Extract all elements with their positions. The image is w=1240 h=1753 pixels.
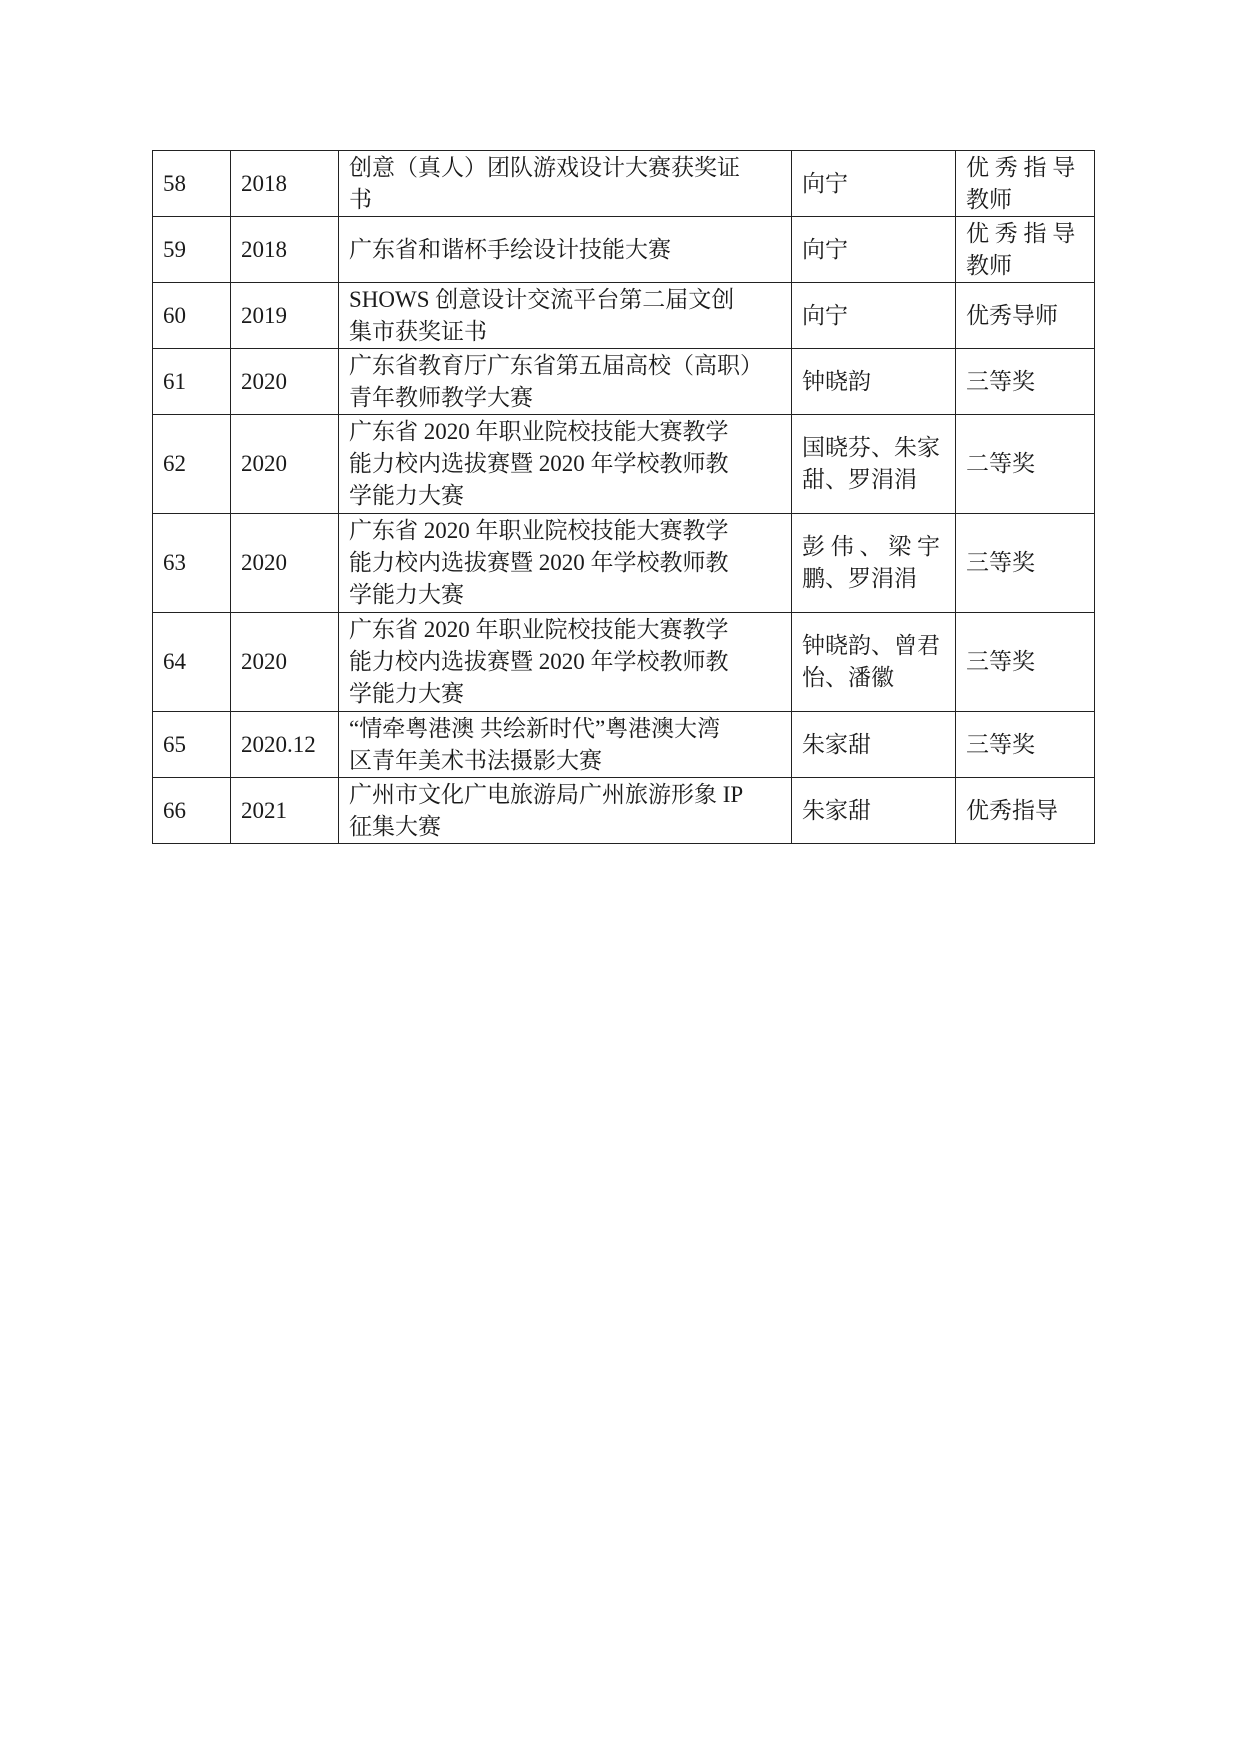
row-competition: 广东省 2020 年职业院校技能大赛教学 能力校内选拔赛暨 2020 年学校教师教 学能力大赛 [339,514,792,613]
row-number: 62 [153,415,231,514]
table-row [153,349,1095,415]
row-award: 优 秀 指 导 教师 [956,217,1095,283]
row-number: 61 [153,349,231,415]
row-award: 二等奖 [956,415,1095,514]
row-number: 64 [153,613,231,712]
table-row [153,778,1095,844]
table-row [153,514,1095,613]
row-person: 向宁 [792,217,956,283]
row-year: 2020.12 [231,712,339,778]
row-person: 钟晓韵 [792,349,956,415]
row-number: 66 [153,778,231,844]
table-row [153,613,1095,712]
row-person: 国晓芬、朱家 甜、罗涓涓 [792,415,956,514]
row-competition: 创意（真人）团队游戏设计大赛获奖证 书 [339,151,792,217]
row-award: 优秀指导 [956,778,1095,844]
table-row [153,217,1095,283]
row-competition: 广州市文化广电旅游局广州旅游形象 IP 征集大赛 [339,778,792,844]
awards-table [152,150,1095,844]
row-award: 三等奖 [956,613,1095,712]
row-competition: 广东省和谐杯手绘设计技能大赛 [339,217,792,283]
table-row [153,415,1095,514]
row-number: 59 [153,217,231,283]
row-person: 彭 伟 、 梁 宇 鹏、罗涓涓 [792,514,956,613]
row-person: 朱家甜 [792,712,956,778]
row-person: 钟晓韵、曾君 怡、潘徽 [792,613,956,712]
row-award: 优秀导师 [956,283,1095,349]
row-year: 2020 [231,613,339,712]
row-person: 向宁 [792,283,956,349]
row-year: 2019 [231,283,339,349]
row-number: 65 [153,712,231,778]
row-number: 58 [153,151,231,217]
row-award: 三等奖 [956,349,1095,415]
row-competition: 广东省 2020 年职业院校技能大赛教学 能力校内选拔赛暨 2020 年学校教师教 学能力大赛 [339,613,792,712]
row-competition: 广东省教育厅广东省第五届高校（高职） 青年教师教学大赛 [339,349,792,415]
row-competition: SHOWS 创意设计交流平台第二届文创 集市获奖证书 [339,283,792,349]
row-competition: “情牵粤港澳 共绘新时代”粤港澳大湾 区青年美术书法摄影大赛 [339,712,792,778]
row-year: 2020 [231,514,339,613]
table-row [153,283,1095,349]
row-person: 朱家甜 [792,778,956,844]
row-number: 63 [153,514,231,613]
row-year: 2020 [231,415,339,514]
row-award: 优 秀 指 导 教师 [956,151,1095,217]
row-year: 2018 [231,151,339,217]
row-competition: 广东省 2020 年职业院校技能大赛教学 能力校内选拔赛暨 2020 年学校教师教 学能力大赛 [339,415,792,514]
row-year: 2020 [231,349,339,415]
row-person: 向宁 [792,151,956,217]
table-row [153,712,1095,778]
row-year: 2018 [231,217,339,283]
row-number: 60 [153,283,231,349]
row-award: 三等奖 [956,514,1095,613]
row-year: 2021 [231,778,339,844]
row-award: 三等奖 [956,712,1095,778]
table-row [153,151,1095,217]
